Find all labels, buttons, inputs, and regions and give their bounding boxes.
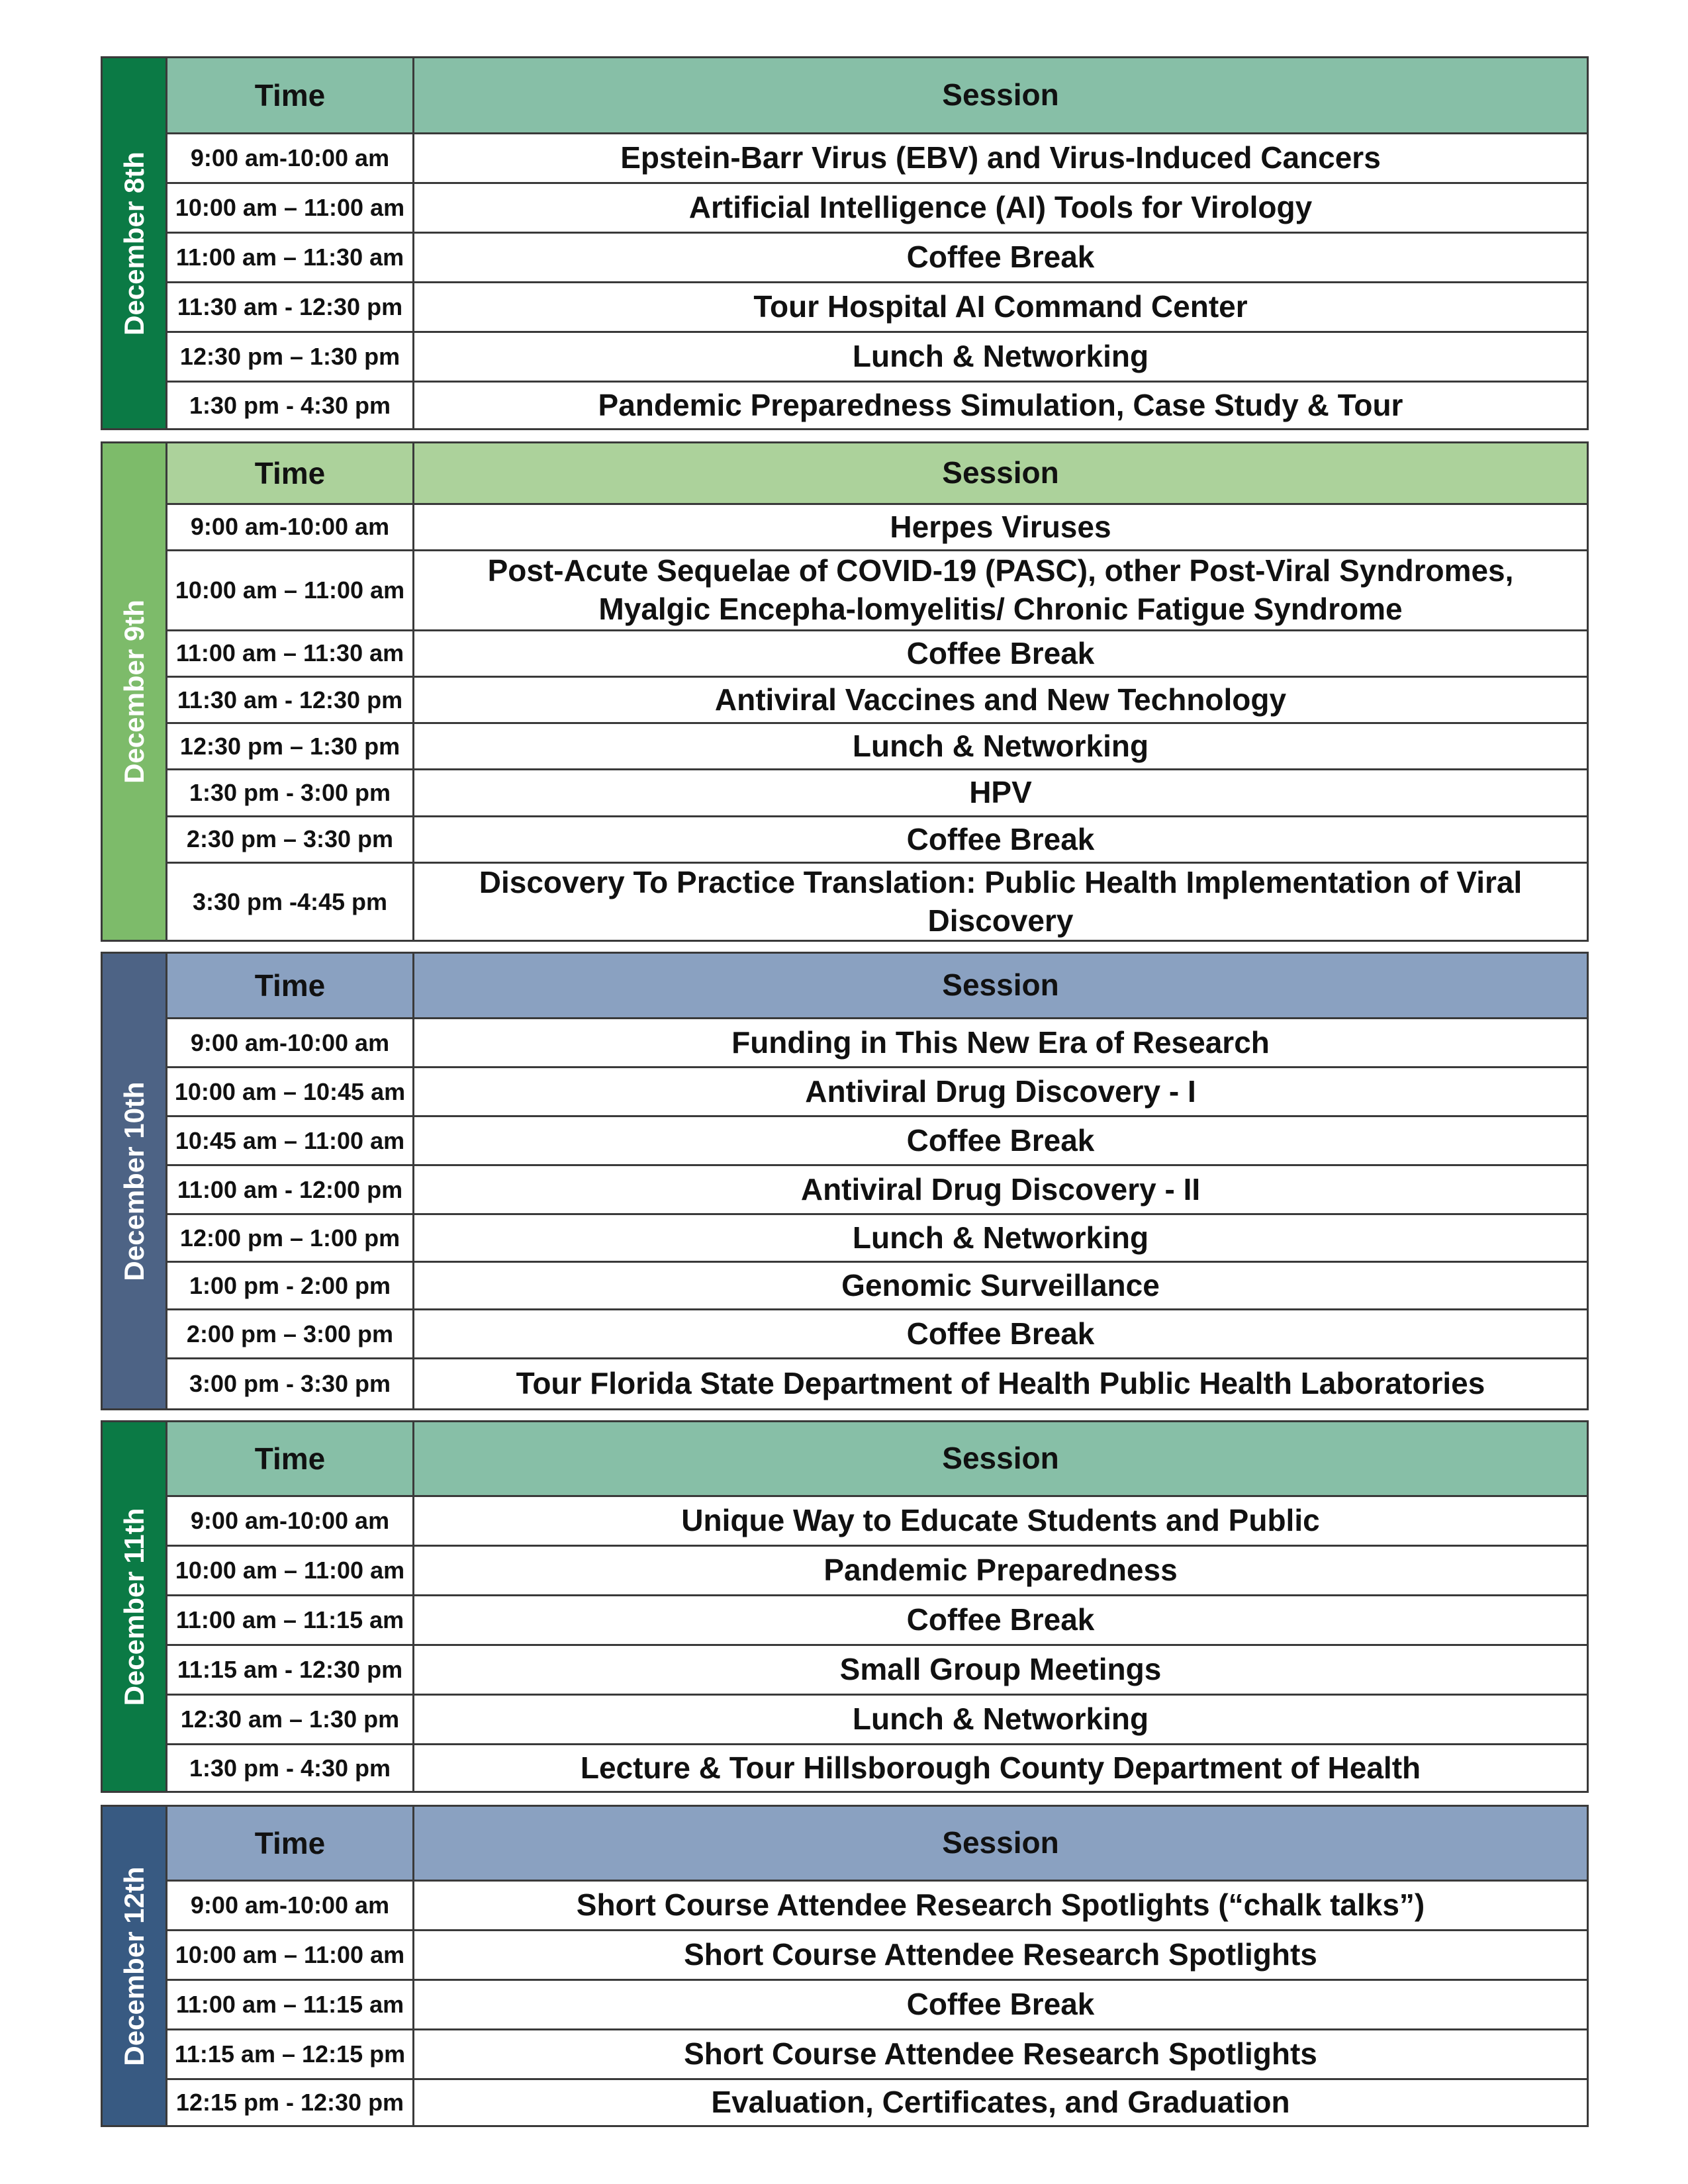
day-tab <box>103 954 167 1408</box>
row-session: HPV <box>414 770 1587 815</box>
table-row <box>167 1694 1587 1743</box>
row-session: Artificial Intelligence (AI) Tools for Virology <box>414 184 1587 232</box>
table-row <box>167 1495 1587 1545</box>
schedule-table <box>167 1422 1587 1791</box>
table-row <box>167 1545 1587 1594</box>
time-column-header: Time <box>167 1422 414 1495</box>
row-time: 11:00 am – 11:15 am <box>167 1981 414 2028</box>
table-header <box>167 443 1587 503</box>
row-time: 10:00 am – 11:00 am <box>167 1547 414 1594</box>
row-time: 2:30 pm – 3:30 pm <box>167 817 414 862</box>
row-time: 11:15 am - 12:30 pm <box>167 1646 414 1694</box>
table-row <box>167 862 1587 940</box>
day-tab <box>103 58 167 428</box>
row-session: Short Course Attendee Research Spotlights <box>414 1931 1587 1979</box>
table-row <box>167 629 1587 676</box>
table-row <box>167 1066 1587 1115</box>
table-row <box>167 815 1587 862</box>
table-row <box>167 503 1587 549</box>
day-block-december-11 <box>101 1420 1589 1793</box>
row-time: 1:30 pm - 4:30 pm <box>167 383 414 428</box>
table-row <box>167 549 1587 629</box>
table-row <box>167 132 1587 182</box>
row-time: 1:30 pm - 4:30 pm <box>167 1745 414 1791</box>
table-header <box>167 1422 1587 1495</box>
table-row <box>167 768 1587 815</box>
row-session: Pandemic Preparedness Simulation, Case Study & Tour <box>414 383 1587 428</box>
row-session: Unique Way to Educate Students and Public <box>414 1497 1587 1545</box>
row-time: 3:30 pm -4:45 pm <box>167 864 414 940</box>
row-session: Funding in This New Era of Research <box>414 1019 1587 1066</box>
table-row <box>167 1164 1587 1213</box>
row-time: 10:00 am – 10:45 am <box>167 1068 414 1115</box>
row-session: Coffee Break <box>414 817 1587 862</box>
row-time: 11:15 am – 12:15 pm <box>167 2030 414 2078</box>
row-session: Epstein-Barr Virus (EBV) and Virus-Induced Cancers <box>414 134 1587 182</box>
session-column-header: Session <box>942 968 1059 1003</box>
row-session: Antiviral Drug Discovery - II <box>414 1166 1587 1213</box>
row-time: 12:00 pm – 1:00 pm <box>167 1215 414 1261</box>
table-row <box>167 1644 1587 1694</box>
row-session: Coffee Break <box>414 1596 1587 1644</box>
row-session: Pandemic Preparedness <box>414 1547 1587 1594</box>
table-row <box>167 331 1587 381</box>
day-label: December 11th <box>118 1508 150 1706</box>
table-row <box>167 1929 1587 1979</box>
row-time: 11:00 am – 11:30 am <box>167 234 414 281</box>
day-tab <box>103 1807 167 2125</box>
table-row <box>167 2078 1587 2125</box>
session-column-header: Session <box>942 455 1059 490</box>
session-column-header: Session <box>942 1825 1059 1860</box>
day-block-december-10 <box>101 952 1589 1410</box>
session-column-header: Session <box>942 1441 1059 1476</box>
row-session: Discovery To Practice Translation: Public Health Implementation of Viral Discovery <box>414 864 1587 940</box>
table-row <box>167 1261 1587 1308</box>
day-label: December 10th <box>118 1081 150 1281</box>
row-session: Small Group Meetings <box>414 1646 1587 1694</box>
table-row <box>167 182 1587 232</box>
row-session: Tour Florida State Department of Health Public Health Laboratories <box>414 1359 1587 1408</box>
time-column-header: Time <box>167 954 414 1017</box>
table-row <box>167 1308 1587 1357</box>
day-label: December 12th <box>118 1866 150 2066</box>
row-time: 11:30 am - 12:30 pm <box>167 283 414 331</box>
table-row <box>167 1017 1587 1066</box>
row-time: 9:00 am-10:00 am <box>167 1497 414 1545</box>
table-row <box>167 1743 1587 1791</box>
row-time: 2:00 pm – 3:00 pm <box>167 1310 414 1357</box>
row-session: Coffee Break <box>414 234 1587 281</box>
row-time: 9:00 am-10:00 am <box>167 505 414 549</box>
table-row <box>167 2028 1587 2078</box>
row-session: Coffee Break <box>414 1117 1587 1164</box>
schedule-table <box>167 58 1587 428</box>
table-row <box>167 1115 1587 1164</box>
row-session: Short Course Attendee Research Spotlights <box>414 2030 1587 2078</box>
row-session: Lunch & Networking <box>414 333 1587 381</box>
row-time: 12:30 pm – 1:30 pm <box>167 333 414 381</box>
row-time: 1:30 pm - 3:00 pm <box>167 770 414 815</box>
row-session: Lecture & Tour Hillsborough County Department of Health <box>414 1745 1587 1791</box>
row-time: 9:00 am-10:00 am <box>167 1882 414 1929</box>
row-session: Lunch & Networking <box>414 1696 1587 1743</box>
row-time: 10:00 am – 11:00 am <box>167 184 414 232</box>
table-header <box>167 1807 1587 1880</box>
table-row <box>167 1357 1587 1408</box>
row-time: 9:00 am-10:00 am <box>167 134 414 182</box>
day-block-december-12 <box>101 1805 1589 2127</box>
row-time: 11:30 am - 12:30 pm <box>167 678 414 722</box>
row-time: 11:00 am - 12:00 pm <box>167 1166 414 1213</box>
table-row <box>167 232 1587 281</box>
row-session: Antiviral Drug Discovery - I <box>414 1068 1587 1115</box>
day-label: December 8th <box>118 151 150 336</box>
table-row <box>167 1979 1587 2028</box>
time-column-header: Time <box>167 1807 414 1880</box>
day-tab <box>103 1422 167 1791</box>
row-time: 10:00 am – 11:00 am <box>167 1931 414 1979</box>
table-row <box>167 1213 1587 1261</box>
row-time: 10:45 am – 11:00 am <box>167 1117 414 1164</box>
row-session: Lunch & Networking <box>414 1215 1587 1261</box>
schedule-table <box>167 1807 1587 2125</box>
day-block-december-8 <box>101 56 1589 430</box>
row-time: 10:00 am – 11:00 am <box>167 551 414 629</box>
day-label: December 9th <box>118 600 150 784</box>
schedule-table <box>167 954 1587 1408</box>
table-row <box>167 722 1587 768</box>
row-session: Evaluation, Certificates, and Graduation <box>414 2080 1587 2125</box>
row-time: 12:30 am – 1:30 pm <box>167 1696 414 1743</box>
row-session: Coffee Break <box>414 1310 1587 1357</box>
row-session: Tour Hospital AI Command Center <box>414 283 1587 331</box>
row-session: Post-Acute Sequelae of COVID-19 (PASC), other Post-Viral Syndromes, Myalgic Encepha-lomyelitis/ Chronic Fatigue Syndrome <box>414 551 1587 629</box>
row-time: 12:15 pm - 12:30 pm <box>167 2080 414 2125</box>
table-header <box>167 954 1587 1017</box>
day-block-december-9 <box>101 441 1589 942</box>
row-time: 3:00 pm - 3:30 pm <box>167 1359 414 1408</box>
row-session: Herpes Viruses <box>414 505 1587 549</box>
table-row <box>167 281 1587 331</box>
row-time: 11:00 am – 11:15 am <box>167 1596 414 1644</box>
row-time: 12:30 pm – 1:30 pm <box>167 724 414 768</box>
row-session: Coffee Break <box>414 1981 1587 2028</box>
row-session: Coffee Break <box>414 631 1587 676</box>
session-column-header: Session <box>942 77 1059 113</box>
row-session: Antiviral Vaccines and New Technology <box>414 678 1587 722</box>
time-column-header: Time <box>167 58 414 132</box>
row-session: Genomic Surveillance <box>414 1263 1587 1308</box>
day-tab <box>103 443 167 940</box>
row-time: 11:00 am – 11:30 am <box>167 631 414 676</box>
row-session: Short Course Attendee Research Spotlights (“chalk talks”) <box>414 1882 1587 1929</box>
row-session: Lunch & Networking <box>414 724 1587 768</box>
table-row <box>167 1880 1587 1929</box>
table-row <box>167 1594 1587 1644</box>
row-time: 9:00 am-10:00 am <box>167 1019 414 1066</box>
table-row <box>167 381 1587 428</box>
table-header <box>167 58 1587 132</box>
table-row <box>167 676 1587 722</box>
row-time: 1:00 pm - 2:00 pm <box>167 1263 414 1308</box>
schedule-table <box>167 443 1587 940</box>
time-column-header: Time <box>167 443 414 503</box>
